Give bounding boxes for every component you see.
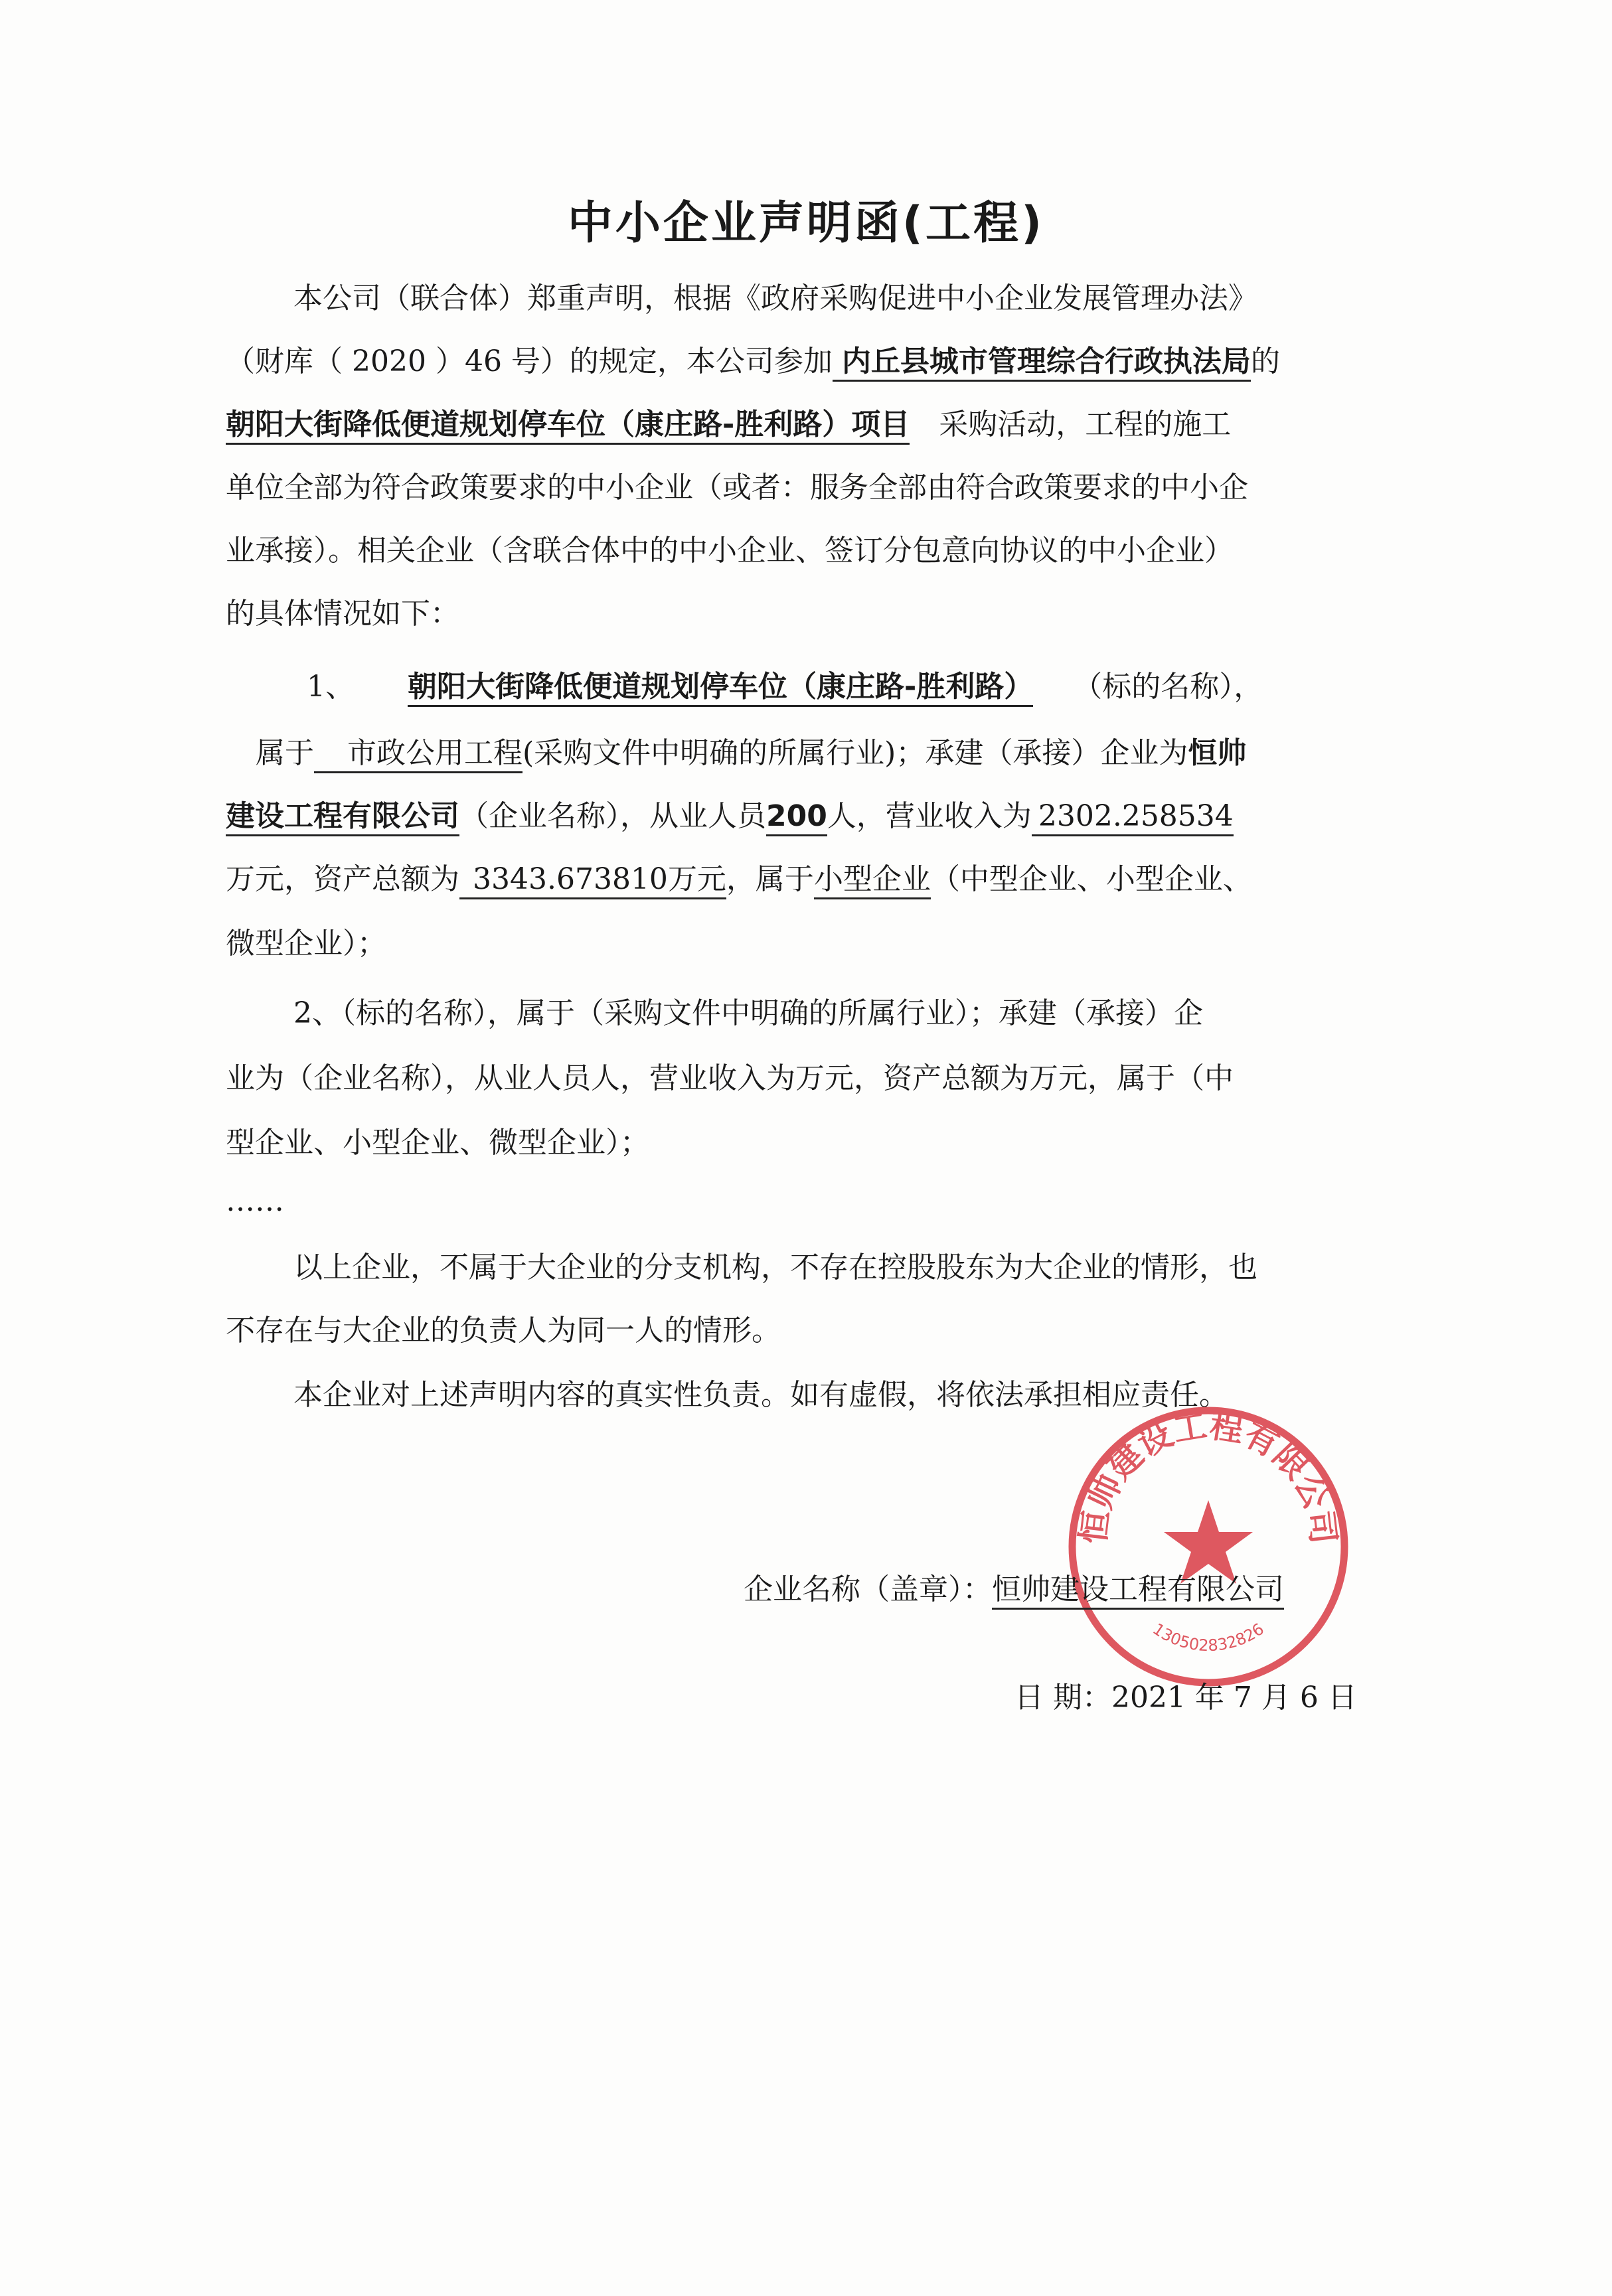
item1-line3: [226, 797, 1234, 836]
item1-enterprise-size: 小型企业: [814, 862, 931, 899]
signature-company: 恒帅建设工程有限公司: [992, 1572, 1284, 1610]
item1-staff-suffix: 人，营业收入为: [827, 799, 1032, 833]
item1-size-suffix: （中型企业、小型企业、: [930, 862, 1252, 896]
item1-line2: [256, 733, 1246, 773]
p3-line1: 以上企业，不属于大企业的分支机构，不存在控股股东为大企业的情形，也: [293, 1251, 1257, 1284]
date-line: 日 期：2021 年 7 月 6 日: [1014, 1681, 1357, 1715]
p1-line6: 的具体情况如下：: [226, 597, 459, 631]
seal-number: 130502832826: [1149, 1619, 1267, 1655]
company-seal: [1062, 1401, 1354, 1693]
item1-subject-suffix: （标的名称），: [1073, 670, 1263, 704]
item1-subject: 朝阳大街降低便道规划停车位（康庄路-胜利路）: [408, 670, 1033, 707]
item2-line2: 业为（企业名称），从业人员人，营业收入为万元，资产总额为万元，属于（中: [226, 1061, 1234, 1095]
item1-line5: 微型企业）；: [226, 927, 386, 960]
item1-company-suffix: （企业名称），从业人员: [459, 799, 766, 833]
item1-number: 1、: [307, 670, 355, 704]
p1-line4: 单位全部为符合政策要求的中小企业（或者：服务全部由符合政策要求的中小企: [226, 471, 1248, 504]
p1-line2: [226, 342, 1280, 382]
signature-line: [744, 1570, 1284, 1610]
p1-line2-end: 的: [1250, 344, 1280, 378]
p4-line: 本企业对上述声明内容的真实性负责。如有虚假，将依法承担相应责任。: [293, 1378, 1228, 1412]
item1-revenue: 2302.258534: [1032, 799, 1234, 836]
item1-belongs-label: 属于: [256, 736, 314, 770]
item1-staff-count: 200: [766, 799, 827, 836]
item1-industry: 市政公用工程: [314, 736, 523, 773]
item1-unit1: 万元，资产总额为: [226, 862, 459, 896]
item1-company-part1: 恒帅: [1188, 736, 1247, 770]
p1-line3-text: 采购活动，工程的施工: [939, 408, 1232, 441]
p1-line5: 业承接）。相关企业（含联合体中的中小企业、签订分包意向协议的中小企业）: [226, 534, 1234, 568]
item2-line1: 2、（标的名称），属于（采购文件中明确的所属行业）；承建（承接）企: [293, 996, 1203, 1030]
item2-line3: 型企业、小型企业、微型企业）；: [226, 1126, 649, 1160]
document-title: 中小企业声明函(工程): [567, 197, 1045, 250]
item1-belongs2: ，属于: [726, 862, 814, 896]
p3-line2: 不存在与大企业的负责人为同一人的情形。: [226, 1314, 781, 1347]
signature-label: 企业名称（盖章）：: [744, 1572, 992, 1606]
ellipsis: ……: [226, 1184, 284, 1218]
item1-company-part2: 建设工程有限公司: [226, 799, 459, 836]
item1-assets: [459, 862, 726, 899]
item1-industry-suffix: (采购文件中明确的所属行业)；承建（承接）企业为: [523, 736, 1188, 770]
item1-line4: [226, 860, 1252, 899]
item1-line1: [307, 667, 1263, 707]
procuring-agency: 内丘县城市管理综合行政执法局: [833, 344, 1251, 382]
item1-assets-value: 3343.673810: [473, 862, 668, 896]
p1-line3: [226, 405, 1231, 445]
p1-line1: 本公司（联合体）郑重声明，根据《政府采购促进中小企业发展管理办法》: [293, 281, 1257, 315]
project-name: 朝阳大街降低便道规划停车位（康庄路-胜利路）项目: [226, 408, 910, 445]
p1-line2-text: （财库（ 2020 ）46 号）的规定，本公司参加: [226, 344, 833, 378]
seal-text: 恒帅建设工程有限公司: [1074, 1406, 1343, 1546]
item1-assets-unit: 万元: [667, 862, 726, 896]
